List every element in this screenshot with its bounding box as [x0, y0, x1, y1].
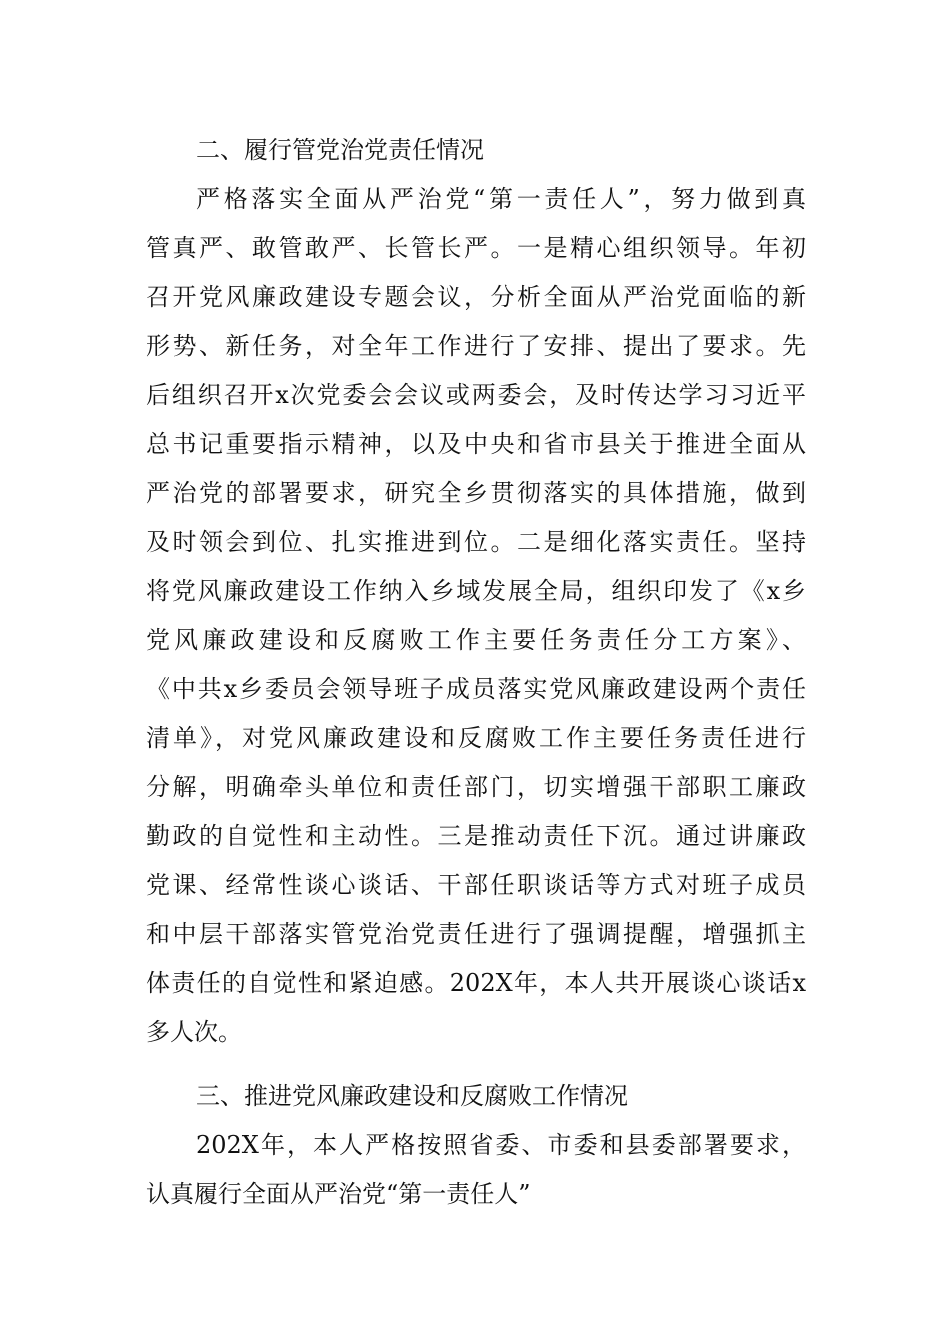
paragraph-line: 多人次。 — [146, 1018, 242, 1046]
section-3-heading: 三、推进党风廉政建设和反腐败工作情况 — [196, 1082, 628, 1110]
paragraph-line: 党风廉政建设和反腐败工作主要任务责任分工方案》、 — [146, 626, 806, 654]
paragraph-line: 认真履行全面从严治党“第一责任人” — [146, 1180, 531, 1208]
paragraph-line: 清单》，对党风廉政建设和反腐败工作主要任务责任进行 — [146, 724, 806, 752]
paragraph-line: 后组织召开x次党委会会议或两委会，及时传达学习习近平 — [146, 381, 806, 409]
paragraph-line: 总书记重要指示精神，以及中央和省市县关于推进全面从 — [146, 430, 806, 458]
paragraph-line: 体责任的自觉性和紧迫感。202X年，本人共开展谈心谈话x — [146, 969, 806, 997]
paragraph-line: 分解，明确牵头单位和责任部门，切实增强干部职工廉政 — [146, 773, 806, 801]
paragraph-line: 和中层干部落实管党治党责任进行了强调提醒，增强抓主 — [146, 920, 806, 948]
paragraph-line: 严格落实全面从严治党“第一责任人”，努力做到真 — [196, 185, 806, 213]
paragraph-line: 党课、经常性谈心谈话、干部任职谈话等方式对班子成员 — [146, 871, 806, 899]
paragraph-line: 严治党的部署要求，研究全乡贯彻落实的具体措施，做到 — [146, 479, 806, 507]
paragraph-line: 勤政的自觉性和主动性。三是推动责任下沉。通过讲廉政 — [146, 822, 806, 850]
paragraph-line: 形势、新任务，对全年工作进行了安排、提出了要求。先 — [146, 332, 806, 360]
paragraph-line: 202X年，本人严格按照省委、市委和县委部署要求， — [196, 1131, 806, 1159]
section-2-heading: 二、履行管党治党责任情况 — [196, 136, 484, 164]
paragraph-line: 及时领会到位、扎实推进到位。二是细化落实责任。坚持 — [146, 528, 806, 556]
paragraph-line: 《中共x乡委员会领导班子成员落实党风廉政建设两个责任 — [146, 675, 806, 703]
paragraph-line: 管真严、敢管敢严、长管长严。一是精心组织领导。年初 — [146, 234, 806, 262]
paragraph-line: 召开党风廉政建设专题会议，分析全面从严治党面临的新 — [146, 283, 806, 311]
paragraph-line: 将党风廉政建设工作纳入乡域发展全局，组织印发了《x乡 — [146, 577, 806, 605]
